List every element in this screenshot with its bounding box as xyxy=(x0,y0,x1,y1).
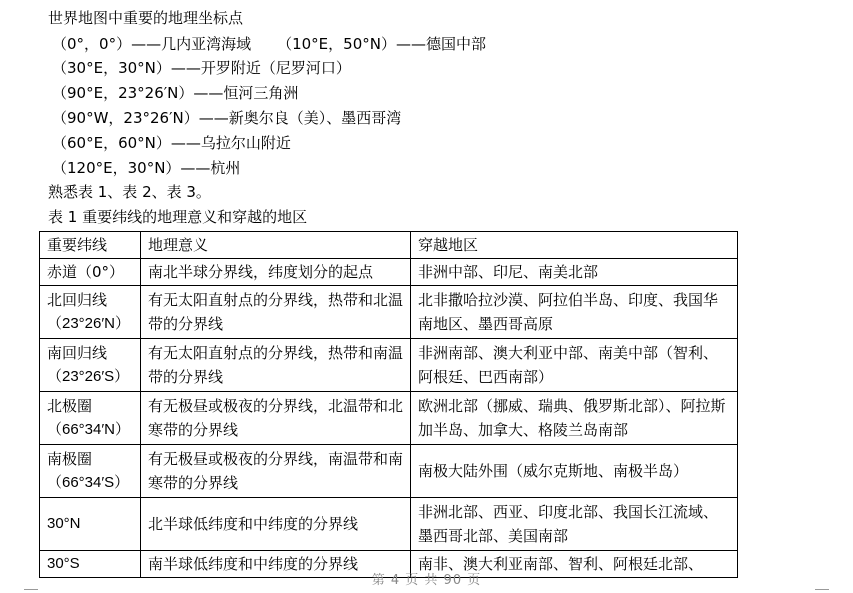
row-latitude xyxy=(40,445,141,498)
table-header-row xyxy=(40,232,738,259)
row-regions: 非洲中部、印尼、南美北部 xyxy=(411,259,738,286)
latitude-value: （66°34′N） xyxy=(47,421,131,438)
page-corner-mark-right xyxy=(815,589,829,590)
coord-line-1 xyxy=(52,34,486,54)
table-row xyxy=(40,259,738,286)
latitude-value: （66°34′S） xyxy=(47,474,130,491)
coord-ganges: （90°E，23°26′N）——恒河三角洲 xyxy=(52,84,299,102)
row-meaning: 有无太阳直射点的分界线，热带和北温带的分界线 xyxy=(141,286,411,339)
row-regions: 南非、澳大利亚南部、智利、阿根廷北部、 xyxy=(411,551,738,578)
table-row xyxy=(40,498,738,551)
heading: 世界地图中重要的地理坐标点 xyxy=(48,9,244,27)
latitude-value: （23°26′N） xyxy=(47,315,131,332)
page-corner-mark-left xyxy=(24,589,38,590)
coord-guinea-gulf: （0°，0°）——几内亚湾海域 xyxy=(52,35,252,53)
row-meaning: 南半球低纬度和中纬度的分界线 xyxy=(141,551,411,578)
familiar-note: 熟悉表 1、表 2、表 3。 xyxy=(48,183,211,201)
row-meaning: 有无极昼或极夜的分界线，北温带和北寒带的分界线 xyxy=(141,392,411,445)
row-meaning: 有无太阳直射点的分界线，热带和南温带的分界线 xyxy=(141,339,411,392)
table-row xyxy=(40,339,738,392)
page-footer: 第 4 页 共 90 页 xyxy=(371,573,482,588)
coord-cairo: （30°E，30°N）——开罗附近（尼罗河口） xyxy=(52,59,351,77)
row-latitude: 赤道（0°） xyxy=(40,259,141,286)
row-latitude xyxy=(40,286,141,339)
coord-hangzhou: （120°E，30°N）——杭州 xyxy=(52,159,241,177)
row-meaning: 南北半球分界线，纬度划分的起点 xyxy=(141,259,411,286)
row-latitude: 30°S xyxy=(40,551,141,578)
latitude-name: 北回归线 xyxy=(47,291,108,309)
latitude-name: 南极圈 xyxy=(47,450,93,468)
table-row xyxy=(40,445,738,498)
latitude-name: 南回归线 xyxy=(47,344,108,362)
header-regions: 穿越地区 xyxy=(411,232,738,259)
row-latitude xyxy=(40,392,141,445)
row-meaning: 有无极昼或极夜的分界线，南温带和南寒带的分界线 xyxy=(141,445,411,498)
latitude-value: （23°26′S） xyxy=(47,368,130,385)
latitude-name: 北极圈 xyxy=(47,397,93,415)
row-regions: 北非撒哈拉沙漠、阿拉伯半岛、印度、我国华南地区、墨西哥高原 xyxy=(411,286,738,339)
table-title: 表 1 重要纬线的地理意义和穿越的地区 xyxy=(48,208,308,226)
row-meaning: 北半球低纬度和中纬度的分界线 xyxy=(141,498,411,551)
row-regions: 欧洲北部（挪威、瑞典、俄罗斯北部）、阿拉斯加半岛、加拿大、格陵兰岛南部 xyxy=(411,392,738,445)
header-latitude: 重要纬线 xyxy=(40,232,141,259)
coord-new-orleans: （90°W，23°26′N）——新奥尔良（美）、墨西哥湾 xyxy=(52,109,402,127)
table-row xyxy=(40,392,738,445)
latitude-table xyxy=(39,231,738,578)
header-meaning: 地理意义 xyxy=(141,232,411,259)
coord-germany: （10°E，50°N）——德国中部 xyxy=(277,35,486,53)
table-row xyxy=(40,286,738,339)
row-regions: 非洲南部、澳大利亚中部、南美中部（智利、阿根廷、巴西南部） xyxy=(411,339,738,392)
row-regions: 南极大陆外围（威尔克斯地、南极半岛） xyxy=(411,445,738,498)
row-regions: 非洲北部、西亚、印度北部、我国长江流域、墨西哥北部、美国南部 xyxy=(411,498,738,551)
row-latitude: 30°N xyxy=(40,498,141,551)
row-latitude xyxy=(40,339,141,392)
coord-ural: （60°E，60°N）——乌拉尔山附近 xyxy=(52,134,291,152)
